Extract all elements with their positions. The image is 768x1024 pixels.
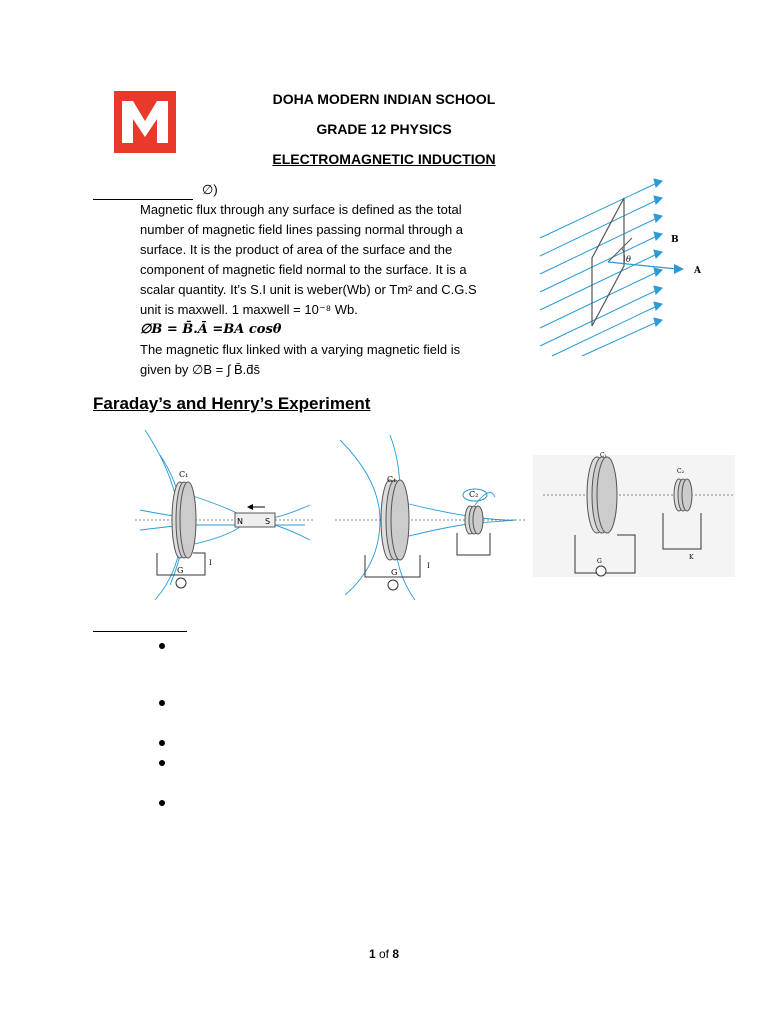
flux-line: Magnetic flux through any surface is defined as the total (140, 202, 462, 217)
topic-title: ELECTROMAGNETIC INDUCTION (272, 151, 496, 167)
current-label: I (209, 559, 212, 567)
flux-line: unit is maxwell. 1 maxwell = 10⁻⁸ Wb. (140, 302, 358, 317)
flux-symbol-label: ∅) (202, 182, 218, 197)
coil-c2-label: C₂ (469, 490, 479, 499)
grade-title: GRADE 12 PHYSICS (316, 121, 452, 137)
experiment-panel-2 (335, 435, 525, 600)
flux-varying-line: The magnetic flux linked with a varying magnetic field is (140, 342, 461, 357)
flux-paragraph (140, 200, 506, 380)
flux-line: component of magnetic field normal to the surface. It is a (140, 262, 467, 277)
galvanometer-label: G (177, 566, 184, 575)
label-b: B (671, 235, 679, 245)
flux-varying-line: given by ∅B = ∫ B̄.d̄s̄ (140, 362, 261, 377)
page-total: 8 (392, 947, 400, 961)
school-name: DOHA MODERN INDIAN SCHOOL (272, 91, 496, 107)
key-label: K (689, 554, 694, 561)
galvanometer-label: G (597, 558, 602, 565)
flux-formula: ∅B = B̄.Ā =BA cosθ (140, 322, 282, 337)
bullet-point (159, 643, 165, 649)
experiment-panel-1 (135, 430, 315, 600)
flux-line: number of magnetic field lines passing normal through a (140, 222, 464, 237)
school-logo (114, 91, 176, 153)
experiment-panel-3 (533, 452, 735, 577)
coil-c1-label: C₁ (387, 475, 397, 484)
page-current: 1 (368, 947, 376, 961)
logo-m-icon (114, 91, 176, 153)
coil-c1-label: C₁ (179, 470, 189, 479)
magnet-n-label: N (237, 517, 243, 526)
galvanometer-label: G (391, 568, 398, 577)
current-label: I (427, 562, 430, 570)
section-heading: Faraday’s and Henry’s Experiment (93, 394, 371, 413)
coil-c1-label: C₁ (600, 452, 607, 459)
label-theta: θ (626, 255, 631, 264)
faraday-experiment-figure (135, 425, 735, 605)
page-separator: of (375, 947, 393, 961)
bullet-point (159, 700, 165, 706)
heading-underline (93, 631, 187, 632)
label-a: A (694, 266, 701, 276)
flux-surface-figure (512, 178, 712, 358)
bullet-point (159, 800, 165, 806)
coil-c2-label: C₂ (677, 468, 684, 475)
magnet-s-label: S (265, 517, 271, 526)
bullet-point (159, 740, 165, 746)
flux-line: surface. It is the product of area of the surface and the (140, 242, 453, 257)
page-number (0, 947, 768, 961)
bullet-point (159, 760, 165, 766)
flux-line: scalar quantity. It’s S.I unit is weber(Wb) or Tm² and C.G.S (140, 282, 477, 297)
